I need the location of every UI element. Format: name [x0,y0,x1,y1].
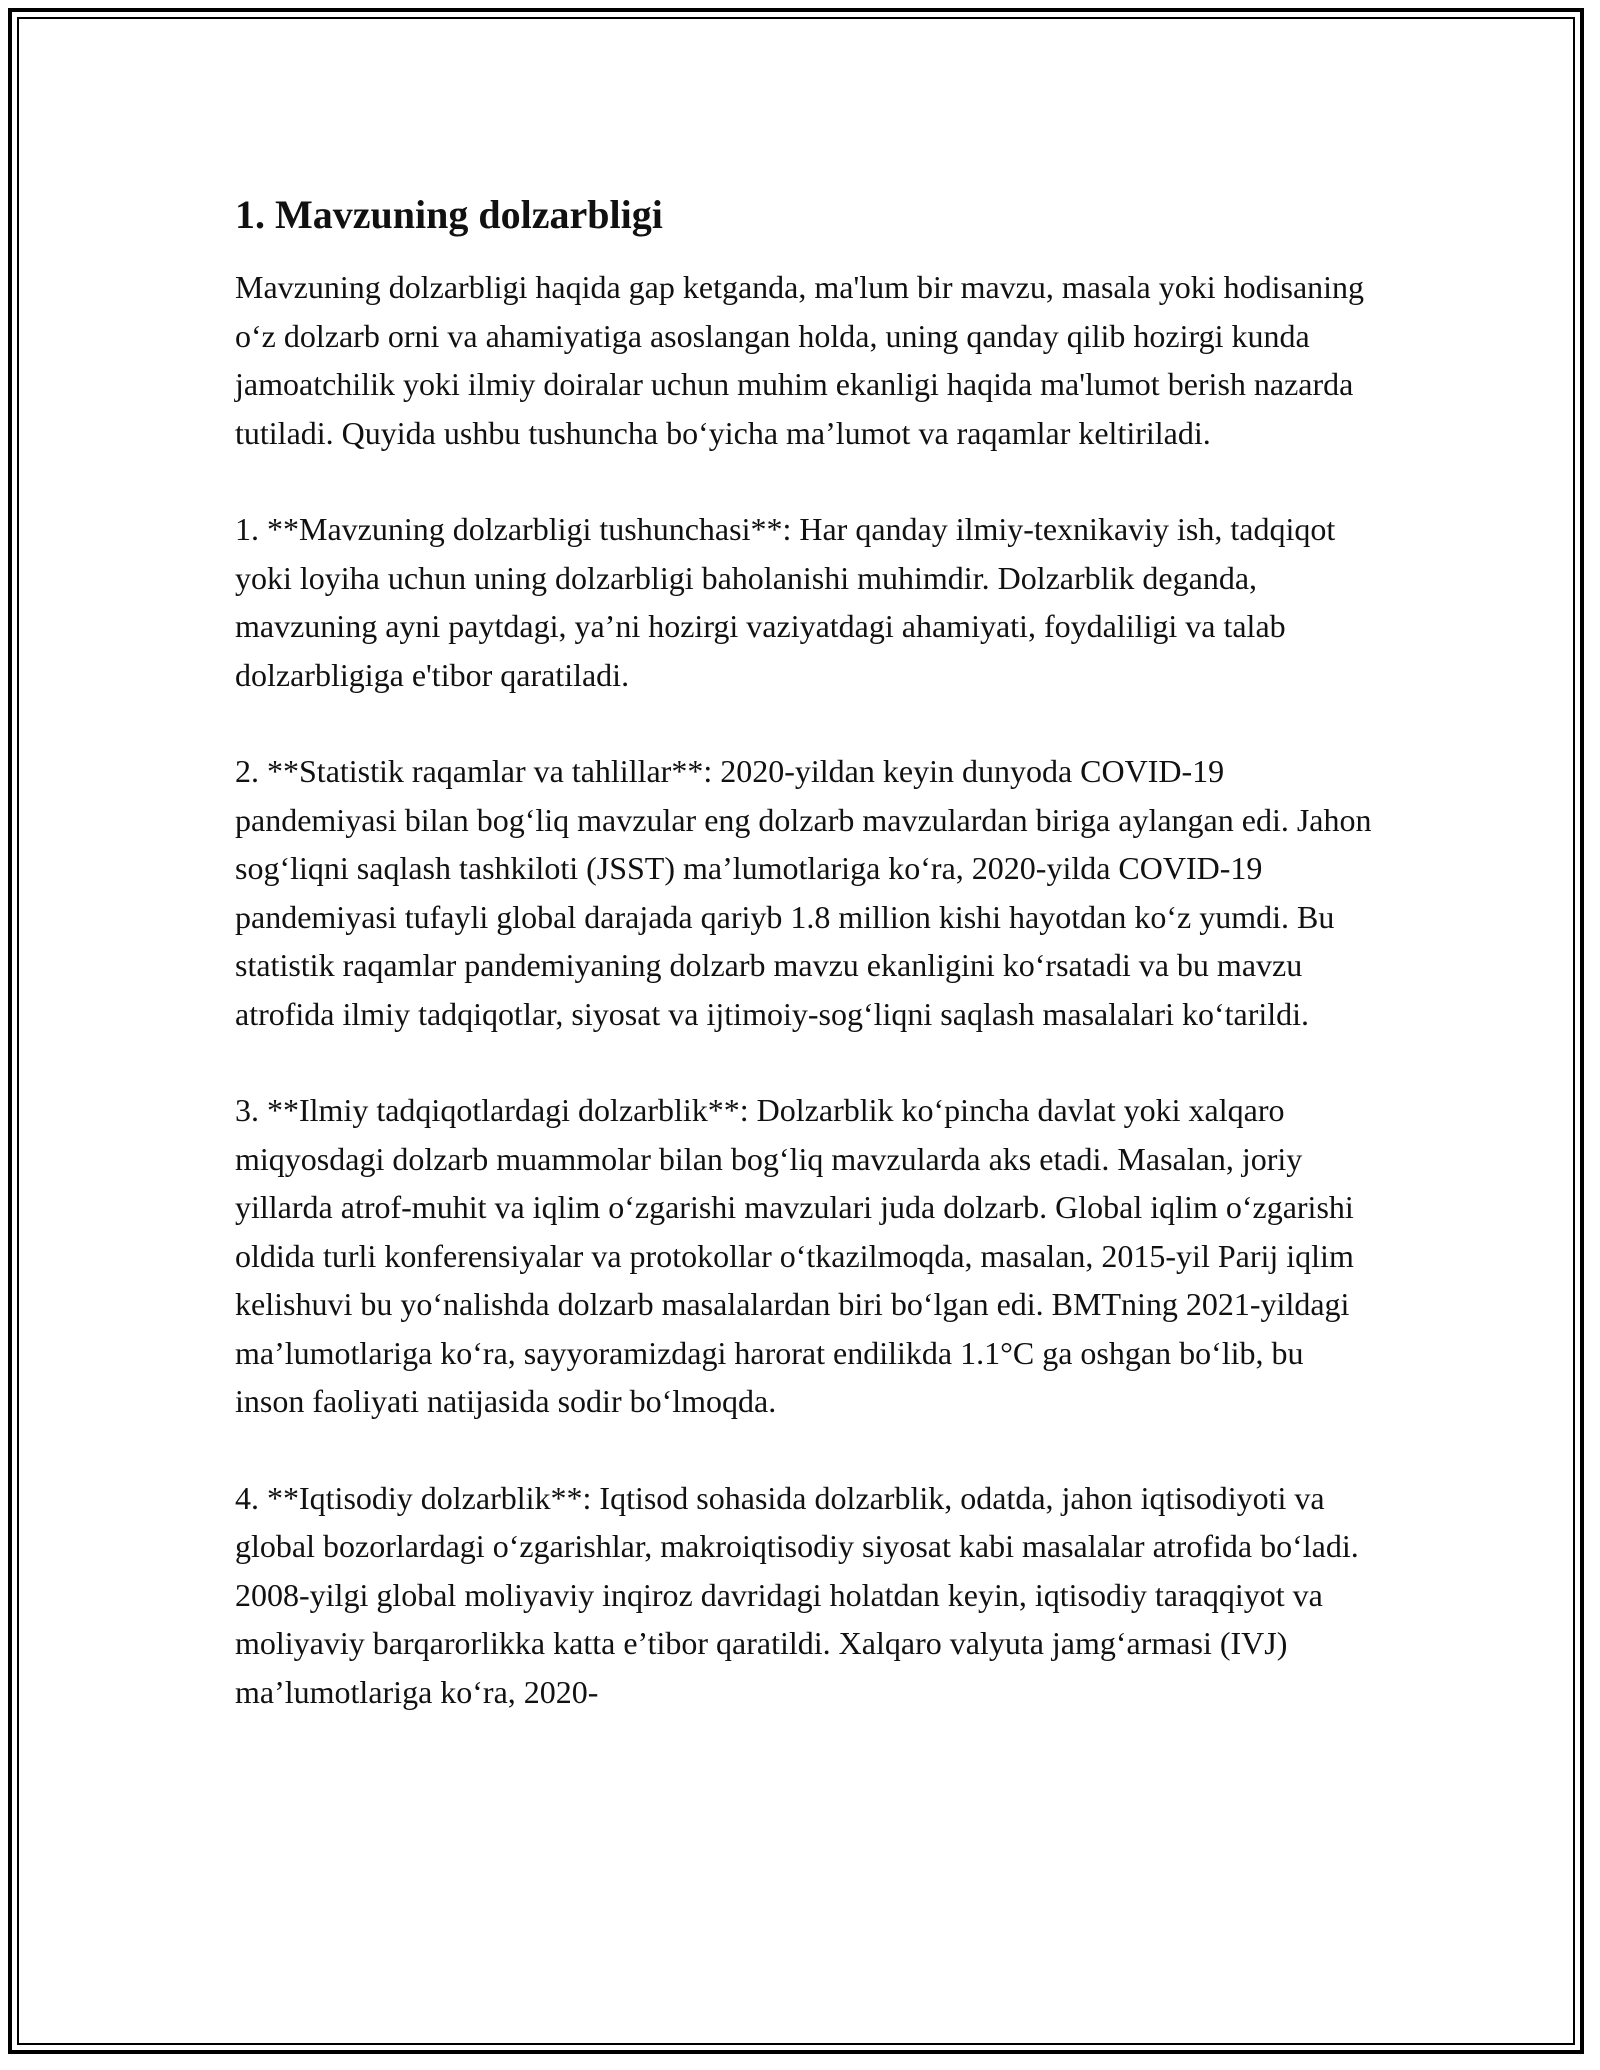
intro-paragraph: Mavzuning dolzarbligi haqida gap ketganda, ma'lum bir mavzu, masala yoki hodisaning o‘z dolzarb orni va ahamiyatiga asoslangan holda, uning qanday qilib hozirgi kunda jamoatchilik yoki ilmiy doiralar uchun muhim ekanligi haqida ma'lumot berish nazarda tutiladi. Quyida ushbu tushuncha bo‘yicha ma’lumot va raqamlar keltiriladi. [235,269,1365,451]
section-heading: 1. Mavzuning dolzarbligi [235,192,663,237]
paragraph-1-relevance-concept: 1. **Mavzuning dolzarbligi tushunchasi**: Har qanday ilmiy-texnikaviy ish, tadqiqot yoki loyiha uchun uning dolzarbligi baholanishi muhimdir. Dolzarblik deganda, mavzuning ayni paytdagi, ya’ni hozirgi vaziyatdagi ahamiyati, foydaliligi va talab dolzarbligiga e'tibor qaratiladi. [235,511,1336,693]
document-body [235,185,1375,1764]
paragraph-3-scientific-research: 3. **Ilmiy tadqiqotlardagi dolzarblik**: Dolzarblik ko‘pincha davlat yoki xalqaro miqyosdagi dolzarb muammolar bilan bog‘liq mavzularda aks etadi. Masalan, joriy yillarda atrof-muhit va iqlim o‘zgarishi mavzulari juda dolzarb. Global iqlim o‘zgarishi oldida turli konferensiyalar va protokollar o‘tkazilmoqda, masalan, 2015-yil Parij iqlim kelishuvi bu yo‘nalishda dolzarb masalalardan biri bo‘lgan edi. BMTning 2021-yildagi ma’lumotlariga ko‘ra, sayyoramizdagi harorat endilikda 1.1°C ga oshgan bo‘lib, bu inson faoliyati natijasida sodir bo‘lmoqda. [235,1092,1354,1419]
paragraph-2-statistics: 2. **Statistik raqamlar va tahlillar**: 2020-yildan keyin dunyoda COVID-19 pandemiyasi bilan bog‘liq mavzular eng dolzarb mavzulardan biriga aylangan edi. Jahon sog‘liqni saqlash tashkiloti (JSST) ma’lumotlariga ko‘ra, 2020-yilda COVID-19 pandemiyasi tufayli global darajada qariyb 1.8 million kishi hayotdan ko‘z yumdi. Bu statistik raqamlar pandemiyaning dolzarb mavzu ekanligini ko‘rsatadi va bu mavzu atrofida ilmiy tadqiqotlar, siyosat va ijtimoiy-sog‘liqni saqlash masalalari ko‘tarildi. [235,753,1372,1032]
paragraph-4-economic-relevance: 4. **Iqtisodiy dolzarblik**: Iqtisod sohasida dolzarblik, odatda, jahon iqtisodiyoti va global bozorlardagi o‘zgarishlar, makroiqtisodiy siyosat kabi masalalar atrofida bo‘ladi. 2008-yilgi global moliyaviy inqiroz davridagi holatdan keyin, iqtisodiy taraqqiyot va moliyaviy barqarorlikka katta e’tibor qaratildi. Xalqaro valyuta jamg‘armasi (IVJ) ma’lumotlariga ko‘ra, 2020- [235,1479,1359,1710]
